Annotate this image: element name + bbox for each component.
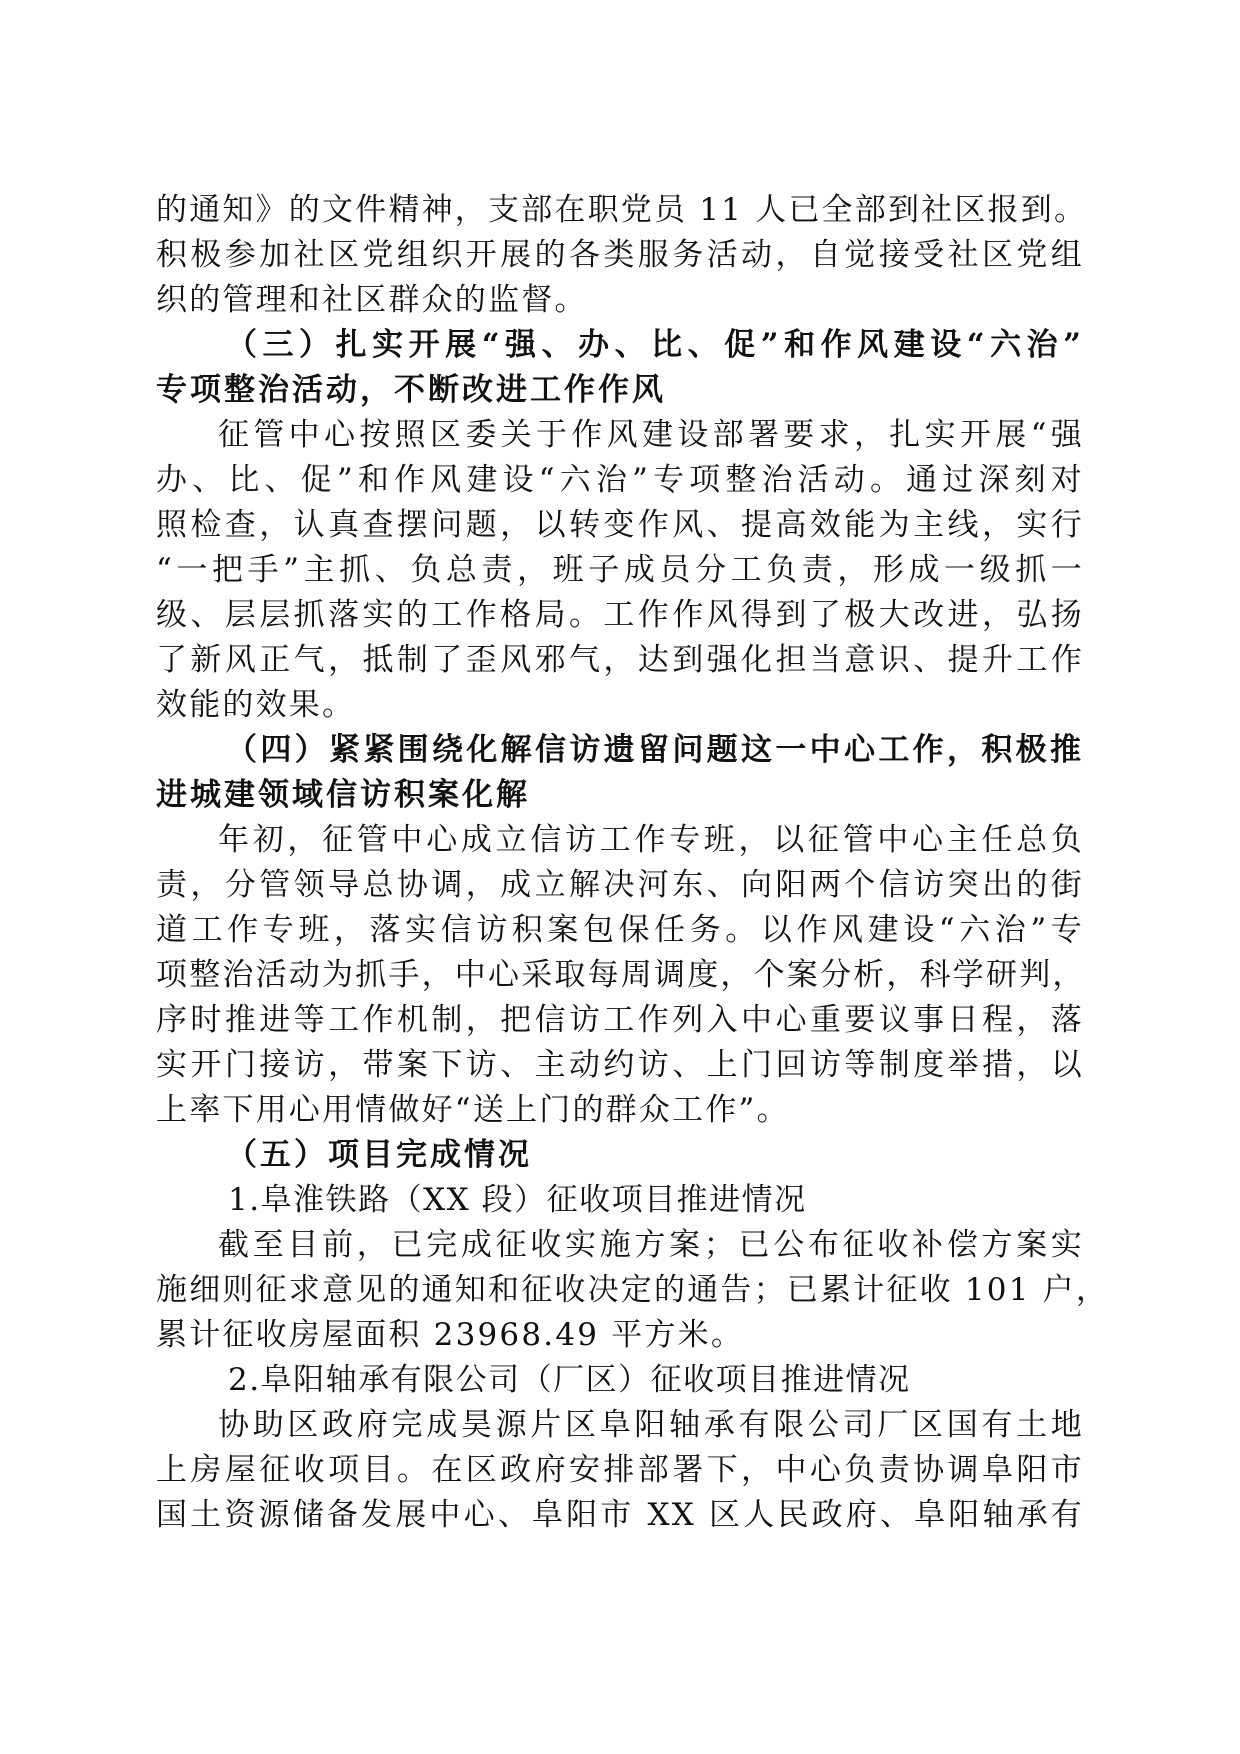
text-line: 了新风正气，抵制了歪风邪气，达到强化担当意识、提升工作 [156, 642, 1084, 678]
heading-section-4 [156, 728, 1084, 818]
text-line: 积极参加社区党组织开展的各类服务活动，自觉接受社区党组 [156, 237, 1084, 273]
text-line: “一把手”主抓、负总责，班子成员分工负责，形成一级抓一 [156, 552, 1084, 588]
text-line: 协助区政府完成昊源片区阜阳轴承有限公司厂区国有土地 [218, 1407, 1084, 1443]
heading-line: （四）紧紧围绕化解信访遗留问题这一中心工作，积极推 [226, 732, 1084, 768]
text-line: 办、比、促”和作风建设“六治”专项整治活动。通过深刻对 [156, 462, 1084, 498]
text-line: 上率下用心用情做好“送上门的群众工作”。 [156, 1092, 790, 1128]
text-line: 截至目前，已完成征收实施方案；已公布征收补偿方案实 [218, 1227, 1084, 1263]
text-line: 施细则征求意见的通知和征收决定的通告；已累计征收 101 户， [156, 1272, 1110, 1308]
text-line: 的通知》的文件精神，支部在职党员 11 人已全部到社区报到。 [156, 192, 1088, 228]
text-line: 国土资源储备发展中心、阜阳市 XX 区人民政府、阜阳轴承有 [156, 1497, 1084, 1533]
text-line: 效能的效果。 [156, 687, 356, 723]
text-line: 项整治活动为抓手，中心采取每周调度，个案分析，科学研判， [156, 957, 1086, 993]
heading-section-5: （五）项目完成情况 [226, 1137, 532, 1173]
text-line: 道工作专班，落实信访积案包保任务。以作风建设“六治”专 [156, 912, 1084, 948]
subheading-railway-project: 1.阜淮铁路（XX 段）征收项目推进情况 [228, 1182, 807, 1218]
paragraph-railway-progress [156, 1223, 1110, 1358]
text-line: 实开门接访，带案下访、主动约访、上门回访等制度举措，以 [156, 1047, 1084, 1083]
paragraph-petitions [156, 818, 1084, 1133]
paragraph-work-style [156, 413, 1084, 728]
text-line: 照检查，认真查摆问题，以转变作风、提高效能为主线，实行 [156, 507, 1084, 543]
text-line: 征管中心按照区委关于作风建设部署要求，扎实开展“强 [218, 417, 1084, 453]
subheading-bearing-project: 2.阜阳轴承有限公司（厂区）征收项目推进情况 [228, 1362, 911, 1398]
paragraph-party-members [156, 188, 1088, 323]
text-line: 级、层层抓落实的工作格局。工作作风得到了极大改进，弘扬 [156, 597, 1084, 633]
text-line: 织的管理和社区群众的监督。 [156, 282, 588, 318]
heading-line: （三）扎实开展“强、办、比、促”和作风建设“六治” [226, 327, 1084, 363]
heading-section-3 [156, 323, 1084, 413]
document-page [156, 188, 1110, 1538]
paragraph-bearing-progress [156, 1403, 1084, 1538]
text-line: 年初，征管中心成立信访工作专班，以征管中心主任总负 [218, 822, 1084, 858]
heading-line: 进城建领域信访积案化解 [156, 777, 530, 813]
text-line: 累计征收房屋面积 23968.49 平方米。 [156, 1317, 745, 1353]
heading-line: 专项整治活动，不断改进工作作风 [156, 372, 666, 408]
text-line: 序时推进等工作机制，把信访工作列入中心重要议事日程，落 [156, 1002, 1084, 1038]
text-line: 责，分管领导总协调，成立解决河东、向阳两个信访突出的街 [156, 867, 1084, 903]
text-line: 上房屋征收项目。在区政府安排部署下，中心负责协调阜阳市 [156, 1452, 1084, 1488]
